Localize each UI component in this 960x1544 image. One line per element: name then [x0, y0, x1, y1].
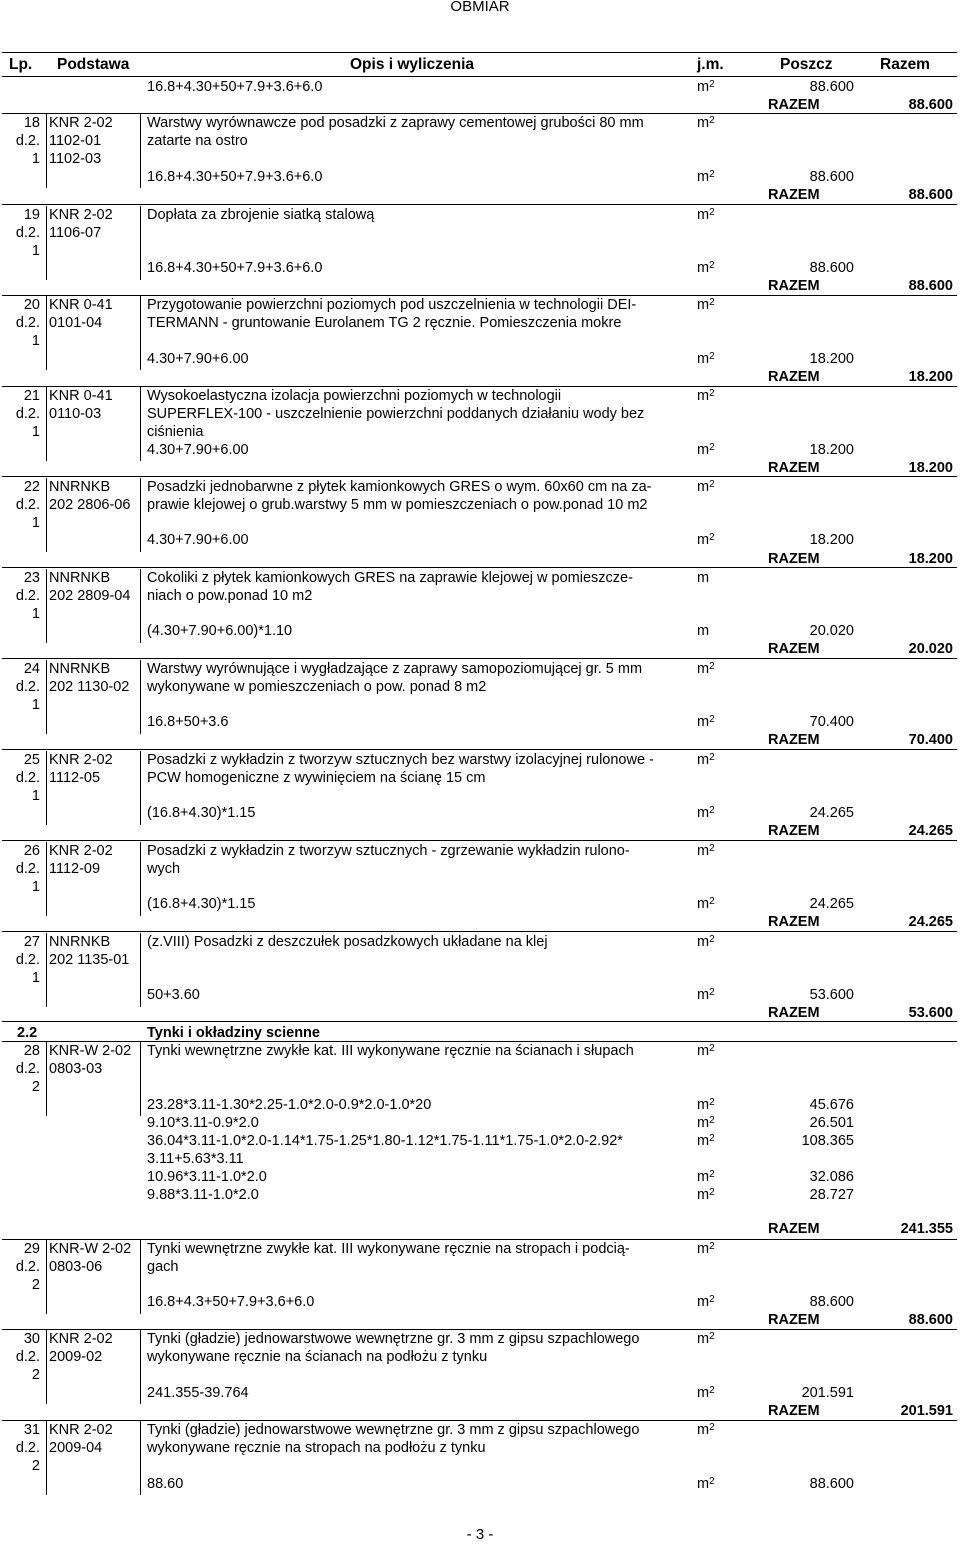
- calc-unit: $m^2$: [697, 805, 715, 821]
- razem-value: 18.200: [908, 369, 953, 385]
- row-lp: 21: [23, 388, 40, 404]
- row-divider: [140, 1042, 141, 1116]
- row-description: Warstwy wyrównujące i wygładzające z zaprawy samopoziomującej gr. 5 mm: [147, 661, 643, 677]
- row-divider: [46, 1330, 47, 1404]
- row-basis: NNRNKB: [49, 570, 111, 586]
- razem-label: RAZEM: [768, 460, 820, 476]
- razem-value: 241.355: [900, 1221, 953, 1237]
- calc-expression: 4.30+7.90+6.00: [147, 532, 249, 548]
- row-divider: [46, 933, 47, 1007]
- calc-value: 88.600: [809, 1476, 854, 1492]
- calc-expression: 16.8+4.30+50+7.9+3.6+6.0: [147, 260, 323, 276]
- row-lp: 27: [23, 934, 40, 950]
- razem-value: 18.200: [908, 460, 953, 476]
- razem-value: 24.265: [908, 914, 953, 930]
- continuation-razem-label: RAZEM: [768, 97, 820, 113]
- razem-label: RAZEM: [768, 914, 820, 930]
- razem-label: RAZEM: [768, 1312, 820, 1328]
- razem-label: RAZEM: [768, 641, 820, 657]
- row-basis: KNR 2-02: [49, 115, 113, 131]
- calc-value: 53.600: [809, 987, 854, 1003]
- row-divider: [140, 1240, 141, 1314]
- row-unit: $m^2$: [697, 1422, 715, 1438]
- calc-expression: 4.30+7.90+6.00: [147, 351, 249, 367]
- calc-unit: $m^2$: [697, 1097, 715, 1113]
- row-lp: 25: [23, 752, 40, 768]
- continuation-calc: 16.8+4.30+50+7.9+3.6+6.0: [147, 79, 323, 95]
- row-separator: [2, 749, 957, 750]
- row-description: Cokoliki z płytek kamionkowych GRES na zaprawie klejowej w pomieszcze-: [147, 570, 633, 586]
- calc-expression: 3.11+5.63*3.11: [147, 1151, 244, 1167]
- razem-value: 88.600: [908, 187, 953, 203]
- section-title: Tynki i okładziny scienne: [147, 1025, 320, 1041]
- calc-value: 18.200: [809, 351, 854, 367]
- razem-value: 88.600: [908, 278, 953, 294]
- calc-expression: 36.04*3.11-1.0*2.0-1.14*1.75-1.25*1.80-1.12*1.75-1.11*1.75-1.0*2.0-2.92*: [147, 1133, 623, 1149]
- calc-unit: m: [697, 623, 710, 639]
- row-description: Posadzki z wykładzin z tworzyw sztucznych bez warstwy izolacyjnej rulonowe -: [147, 752, 654, 768]
- calc-expression: (16.8+4.30)*1.15: [147, 805, 256, 821]
- calc-unit: $m^2$: [697, 1476, 715, 1492]
- calc-value: 28.727: [809, 1187, 854, 1203]
- razem-value: 70.400: [908, 732, 953, 748]
- row-lp: d.2.: [15, 497, 40, 513]
- calc-value: 70.400: [809, 714, 854, 730]
- row-unit: $m^2$: [697, 115, 715, 131]
- calc-expression: 4.30+7.90+6.00: [147, 442, 249, 458]
- continuation-unit: $m^2$: [697, 79, 715, 95]
- row-divider: [46, 478, 47, 552]
- row-divider: [46, 569, 47, 643]
- header-bottom-rule: [2, 76, 957, 77]
- calc-unit: $m^2$: [697, 1133, 715, 1149]
- row-divider: [46, 842, 47, 916]
- row-lp: 1: [31, 515, 40, 531]
- row-lp: d.2.: [15, 315, 40, 331]
- row-lp: 1: [31, 606, 40, 622]
- calc-unit: $m^2$: [697, 532, 715, 548]
- calc-unit: $m^2$: [697, 351, 715, 367]
- calc-expression: 9.10*3.11-0.9*2.0: [147, 1115, 259, 1131]
- row-unit: $m^2$: [697, 479, 715, 495]
- razem-value: 201.591: [900, 1403, 953, 1419]
- razem-label: RAZEM: [768, 1221, 820, 1237]
- razem-label: RAZEM: [768, 551, 820, 567]
- row-basis: KNR 2-02: [49, 843, 113, 859]
- row-description: SUPERFLEX-100 - uszczelnienie powierzchni poddanych działaniu wody bez: [147, 406, 645, 422]
- row-divider: [140, 114, 141, 188]
- row-basis: 2009-04: [49, 1440, 103, 1456]
- row-lp: d.2.: [15, 861, 40, 877]
- row-basis: KNR-W 2-02: [49, 1043, 132, 1059]
- row-description: (z.VIII) Posadzki z deszczułek posadzkowych układane na klej: [147, 934, 548, 950]
- row-lp: 2: [31, 1458, 40, 1474]
- row-lp: 23: [23, 570, 40, 586]
- header-top-rule: [2, 52, 957, 53]
- calc-expression: (4.30+7.90+6.00)*1.10: [147, 623, 293, 639]
- row-lp: 29: [23, 1241, 40, 1257]
- calc-unit: $m^2$: [697, 1294, 715, 1310]
- row-lp: d.2.: [15, 406, 40, 422]
- calc-expression: 16.8+50+3.6: [147, 714, 229, 730]
- calc-expression: 88.60: [147, 1476, 184, 1492]
- calc-value: 18.200: [809, 532, 854, 548]
- row-basis: KNR 2-02: [49, 207, 113, 223]
- row-basis: 2009-02: [49, 1349, 103, 1365]
- razem-value: 18.200: [908, 551, 953, 567]
- row-divider: [140, 1421, 141, 1495]
- row-basis: 1112-09: [49, 861, 101, 877]
- row-divider: [140, 569, 141, 643]
- row-basis: KNR 2-02: [49, 1422, 113, 1438]
- row-description: Warstwy wyrównawcze pod posadzki z zaprawy cementowej grubości 80 mm: [147, 115, 644, 131]
- row-unit: $m^2$: [697, 207, 715, 223]
- row-unit: $m^2$: [697, 297, 715, 313]
- row-unit: $m^2$: [697, 934, 715, 950]
- calc-unit: $m^2$: [697, 714, 715, 730]
- row-description: gach: [147, 1259, 179, 1275]
- calc-unit: $m^2$: [697, 169, 715, 185]
- calc-value: 108.365: [801, 1133, 854, 1149]
- row-lp: 28: [23, 1043, 40, 1059]
- column-header-opis: Opis i wyliczenia: [350, 56, 475, 73]
- calc-expression: (16.8+4.30)*1.15: [147, 896, 256, 912]
- row-description: Dopłata za zbrojenie siatką stalową: [147, 207, 375, 223]
- section-number: 2.2: [17, 1025, 38, 1041]
- calc-expression: 23.28*3.11-1.30*2.25-1.0*2.0-0.9*2.0-1.0*20: [147, 1097, 432, 1113]
- row-description: niach o pow.ponad 10 m2: [147, 588, 313, 604]
- row-basis: NNRNKB: [49, 479, 111, 495]
- calc-expression: 50+3.60: [147, 987, 200, 1003]
- row-lp: 19: [23, 207, 40, 223]
- row-description: wykonywane w pomieszczeniach o pow. ponad 8 m2: [147, 679, 487, 695]
- row-lp: 1: [31, 424, 40, 440]
- calc-value: 24.265: [809, 896, 854, 912]
- row-basis: KNR 0-41: [49, 388, 113, 404]
- row-basis: KNR 0-41: [49, 297, 113, 313]
- calc-expression: 241.355-39.764: [147, 1385, 249, 1401]
- row-basis: 202 1130-02: [49, 679, 130, 695]
- row-description: wych: [147, 861, 181, 877]
- row-divider: [140, 751, 141, 825]
- row-divider: [140, 296, 141, 370]
- row-divider: [46, 387, 47, 461]
- calc-unit: $m^2$: [697, 260, 715, 276]
- calc-unit: $m^2$: [697, 442, 715, 458]
- row-description: Przygotowanie powierzchni poziomych pod uszczelnienia w technologii DEI-: [147, 297, 637, 313]
- row-basis: 202 2806-06: [49, 497, 131, 513]
- row-basis: 1106-07: [49, 225, 102, 241]
- calc-value: 32.086: [809, 1169, 854, 1185]
- calc-value: 24.265: [809, 805, 854, 821]
- row-lp: 1: [31, 151, 40, 167]
- row-description: wykonywane ręcznie na ścianach na podłożu z tynku: [147, 1349, 488, 1365]
- calc-expression: 10.96*3.11-1.0*2.0: [147, 1169, 267, 1185]
- column-header-razem: Razem: [880, 56, 930, 73]
- row-divider: [140, 1330, 141, 1404]
- row-lp: d.2.: [15, 225, 40, 241]
- row-basis: 0803-06: [49, 1259, 103, 1275]
- row-lp: d.2.: [15, 1349, 40, 1365]
- calc-unit: $m^2$: [697, 1385, 715, 1401]
- row-lp: d.2.: [15, 679, 40, 695]
- razem-label: RAZEM: [768, 369, 820, 385]
- razem-label: RAZEM: [768, 187, 820, 203]
- row-lp: 20: [23, 297, 40, 313]
- row-description: prawie klejowej o grub.warstwy 5 mm w pomieszczeniach o pow.ponad 10 m2: [147, 497, 648, 513]
- row-lp: 1: [31, 788, 40, 804]
- row-divider: [46, 660, 47, 734]
- row-basis: 202 2809-04: [49, 588, 131, 604]
- row-divider: [46, 1240, 47, 1314]
- calc-value: 20.020: [809, 623, 854, 639]
- row-lp: d.2.: [15, 1061, 40, 1077]
- row-description: Tynki (gładzie) jednowarstwowe wewnętrzne gr. 3 mm z gipsu szpachlowego: [147, 1422, 640, 1438]
- row-basis: 0101-04: [49, 315, 103, 331]
- continuation-poszcz: 88.600: [809, 79, 854, 95]
- row-lp: d.2.: [15, 133, 40, 149]
- row-description: Wysokoelastyczna izolacja powierzchni poziomych w technologii: [147, 388, 562, 404]
- row-lp: 31: [23, 1422, 40, 1438]
- row-lp: d.2.: [15, 1259, 40, 1275]
- row-lp: 1: [31, 879, 40, 895]
- row-basis: NNRNKB: [49, 934, 111, 950]
- row-description: PCW homogeniczne z wywinięciem na ścianę 15 cm: [147, 770, 486, 786]
- page-number: - 3 -: [466, 1526, 494, 1543]
- column-header-lp: Lp.: [9, 56, 33, 73]
- row-description: Posadzki z wykładzin z tworzyw sztucznych - zgrzewanie wykładzin rulono-: [147, 843, 630, 859]
- row-separator: [2, 204, 957, 205]
- row-divider: [140, 842, 141, 916]
- row-divider: [140, 206, 141, 280]
- row-lp: 2: [31, 1367, 40, 1383]
- row-description: wykonywane ręcznie na stropach na podłożu z tynku: [147, 1440, 486, 1456]
- row-lp: 2: [31, 1277, 40, 1293]
- row-divider: [140, 933, 141, 1007]
- row-basis: 0803-03: [49, 1061, 103, 1077]
- row-unit: $m^2$: [697, 661, 715, 677]
- row-divider: [140, 478, 141, 552]
- page-title: OBMIAR: [450, 0, 510, 15]
- row-lp: 22: [23, 479, 40, 495]
- row-basis: 202 1135-01: [49, 952, 130, 968]
- row-lp: 24: [23, 661, 40, 677]
- row-lp: d.2.: [15, 770, 40, 786]
- row-unit: $m^2$: [697, 843, 715, 859]
- row-lp: 26: [23, 843, 40, 859]
- calc-unit: $m^2$: [697, 1187, 715, 1203]
- column-header-poszcz: Poszcz: [780, 56, 833, 73]
- razem-value: 53.600: [908, 1005, 953, 1021]
- row-divider: [46, 1421, 47, 1495]
- calc-value: 88.600: [809, 169, 854, 185]
- row-basis: 1102-01: [49, 133, 102, 149]
- row-lp: 30: [23, 1331, 40, 1347]
- calc-value: 88.600: [809, 260, 854, 276]
- row-basis: NNRNKB: [49, 661, 111, 677]
- row-unit: $m^2$: [697, 388, 715, 404]
- row-divider: [140, 387, 141, 461]
- calc-value: 18.200: [809, 442, 854, 458]
- row-basis: 1112-05: [49, 770, 101, 786]
- row-basis: KNR 2-02: [49, 752, 113, 768]
- row-separator: [2, 931, 957, 932]
- row-divider: [46, 296, 47, 370]
- row-description: ciśnienia: [147, 424, 204, 440]
- razem-value: 20.020: [908, 641, 953, 657]
- row-divider: [140, 660, 141, 734]
- row-description: TERMANN - gruntowanie Eurolanem TG 2 ręcznie. Pomieszczenia mokre: [147, 315, 622, 331]
- calc-value: 88.600: [809, 1294, 854, 1310]
- row-lp: 2: [31, 1079, 40, 1095]
- calc-unit: $m^2$: [697, 1169, 715, 1185]
- row-lp: 1: [31, 697, 40, 713]
- calc-value: 201.591: [801, 1385, 854, 1401]
- razem-label: RAZEM: [768, 278, 820, 294]
- calc-value: 26.501: [809, 1115, 854, 1131]
- row-basis: 1102-03: [49, 151, 102, 167]
- row-description: Posadzki jednobarwne z płytek kamionkowych GRES o wym. 60x60 cm na za-: [147, 479, 652, 495]
- row-lp: 1: [31, 970, 40, 986]
- row-unit: $m^2$: [697, 752, 715, 768]
- row-separator: [2, 658, 957, 659]
- razem-label: RAZEM: [768, 1005, 820, 1021]
- row-divider: [46, 114, 47, 188]
- row-description: zatarte na ostro: [147, 133, 248, 149]
- row-separator: [2, 840, 957, 841]
- razem-label: RAZEM: [768, 1403, 820, 1419]
- row-unit: $m^2$: [697, 1331, 715, 1347]
- row-divider: [46, 206, 47, 280]
- column-header-podstawa: Podstawa: [57, 56, 130, 73]
- calc-expression: 16.8+4.3+50+7.9+3.6+6.0: [147, 1294, 315, 1310]
- row-divider: [46, 1042, 47, 1116]
- calc-expression: 9.88*3.11-1.0*2.0: [147, 1187, 259, 1203]
- calc-value: 45.676: [809, 1097, 854, 1113]
- calc-unit: $m^2$: [697, 896, 715, 912]
- row-divider: [46, 751, 47, 825]
- calc-unit: $m^2$: [697, 987, 715, 1003]
- continuation-razem-value: 88.600: [908, 97, 953, 113]
- column-header-jm: j.m.: [697, 56, 724, 73]
- row-description: Tynki wewnętrzne zwykłe kat. III wykonywane ręcznie na ścianach i słupach: [147, 1043, 634, 1059]
- row-unit: $m^2$: [697, 1043, 715, 1059]
- calc-unit: $m^2$: [697, 1115, 715, 1131]
- razem-value: 88.600: [908, 1312, 953, 1328]
- row-lp: d.2.: [15, 1440, 40, 1456]
- razem-value: 24.265: [908, 823, 953, 839]
- row-basis: KNR-W 2-02: [49, 1241, 132, 1257]
- row-lp: d.2.: [15, 588, 40, 604]
- row-lp: 1: [31, 333, 40, 349]
- razem-label: RAZEM: [768, 732, 820, 748]
- row-unit: m: [697, 570, 710, 586]
- row-lp: 1: [31, 243, 40, 259]
- row-description: Tynki wewnętrzne zwykłe kat. III wykonywane ręcznie na stropach i podcią-: [147, 1241, 630, 1257]
- razem-label: RAZEM: [768, 823, 820, 839]
- row-lp: 18: [23, 115, 40, 131]
- row-description: Tynki (gładzie) jednowarstwowe wewnętrzne gr. 3 mm z gipsu szpachlowego: [147, 1331, 640, 1347]
- row-lp: d.2.: [15, 952, 40, 968]
- row-unit: $m^2$: [697, 1241, 715, 1257]
- row-basis: 0110-03: [49, 406, 102, 422]
- calc-expression: 16.8+4.30+50+7.9+3.6+6.0: [147, 169, 323, 185]
- row-basis: KNR 2-02: [49, 1331, 113, 1347]
